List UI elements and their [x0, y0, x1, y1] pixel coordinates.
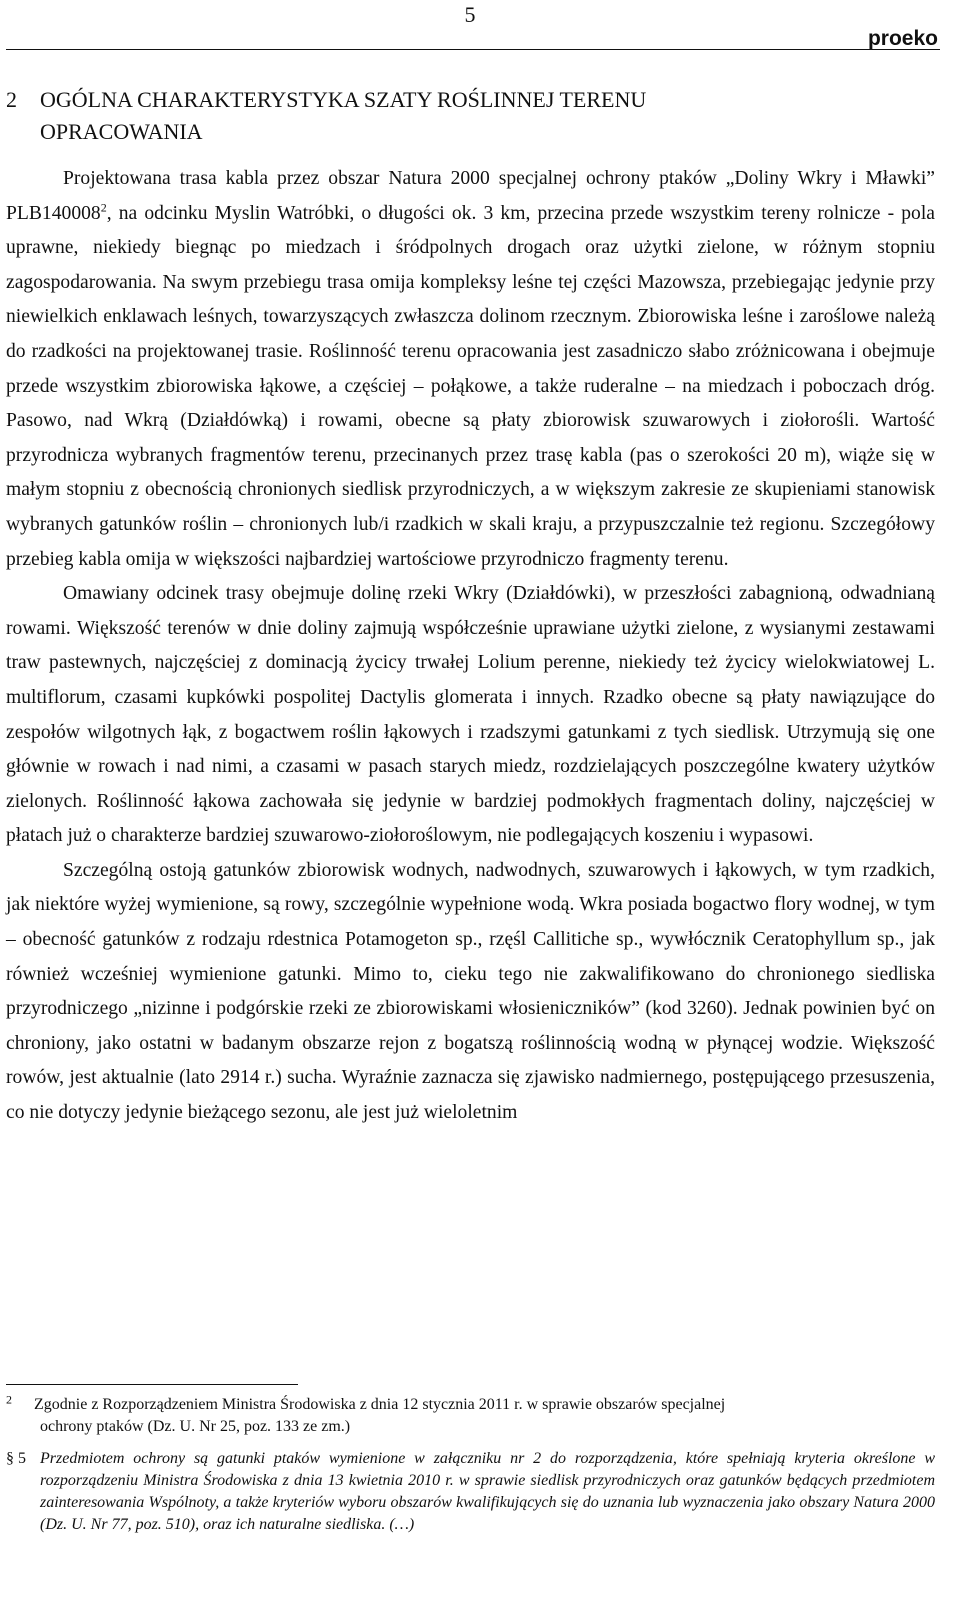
paragraph-1-start: Projektowana trasa kabla przez obszar Natura 2000 specjalnej ochrony ptaków „Doliny Wkry i Mławki” PLB140008 — [6, 168, 935, 224]
paragraph-3: Szczególną ostoją gatunków zbiorowisk wodnych, nadwodnych, szuwarowych i łąkowych, w tym rzadkich, jak niektóre wyżej wymienione, są rowy, szczególnie wypełnione wodą. Wkra posiada bogactwo flory wodnej, w tym – obecność gatunków z rodzaju rdestnica Potamogeton sp., rzęśl Callitiche sp., wywłócznik Ceratophyllum sp., jak również wcześniej wymienione gatunki. Mimo to, cieku tego nie zakwalifikowano do chronionego siedliska przyrodniczego „nizinne i podgórskie rzeki ze zbiorowiskami włosieniczników” (kod 3260). Jednak powinien być on chroniony, jako ostatni w badanym obszarze rejon z bogatszą roślinnością wodną w płynącej wodzie. Większość rowów, jest aktualnie (lato 2914 r.) sucha. Wyraźnie zaznacza się zjawisko nadmiernego, postępującego przesuszenia, co nie dotyczy jedynie bieżącego sezonu, ale jest już wieloletnim — [6, 859, 935, 1124]
section-title-line2: OPRACOWANIA — [40, 119, 203, 144]
footnote-2-mark: § 5 — [6, 1450, 26, 1467]
footnote-ref[interactable]: 2 — [100, 200, 107, 215]
footnote-2-text: Przedmiotem ochrony są gatunki ptaków wymienione w załączniku nr 2 do rozporządzenia, które spełniają kryteria określone w rozporządzeniu Ministra Środowiska z dnia 13 kwietnia 2010 r. w sprawie siedlisk przyrodniczych oraz gatunków będących przedmiotem zainteresowania Wspólnoty, a także kryteriów wyboru obszarów kwalifikujących się do uznania lub wyznaczenia jako obszary Natura 2000 (Dz. U. Nr 77, poz. 510), oraz ich naturalne siedliska. (…) — [40, 1450, 935, 1533]
footnote-1 — [6, 1394, 935, 1438]
page-number: 5 — [464, 2, 476, 27]
section-title-line1: OGÓLNA CHARAKTERYSTYKA SZATY ROŚLINNEJ TERENU — [40, 87, 647, 112]
paragraph-2: Omawiany odcinek trasy obejmuje dolinę rzeki Wkry (Działdówki), w przeszłości zabagnioną, odwadnianą rowami. Większość terenów w dnie doliny zajmują współcześnie uprawiane użytki zielone, z wysianymi zestawami traw pastewnych, najczęściej z dominacją życicy trwałej Lolium perenne, niekiedy też życicy wielokwiatowej L. multiflorum, czasami kupkówki pospolitej Dactylis glomerata i innych. Rzadko obecne są płaty nawiązujące do zespołów wilgotnych łąk, z bogactwem roślin łąkowych i rzadszymi gatunkami z tych siedlisk. Utrzymują się one głównie w rowach i nad nimi, a czasami w pasach starych miedz, rozdzielających poszczególne kwatery użytków zielonych. Roślinność łąkowa zachowała się jedynie w bardziej podmokłych fragmentach doliny, najczęściej w płatach już o charakterze bardziej szuwarowo-ziołoroślowym, nie podlegających koszeniu i wypasowi. — [6, 583, 935, 847]
header-rule — [6, 49, 940, 50]
footnote-1-line2: ochrony ptaków (Dz. U. Nr 25, poz. 133 ze zm.) — [40, 1418, 351, 1435]
footnote-2 — [6, 1448, 935, 1536]
header-brand: proeko — [867, 27, 938, 50]
body-text — [6, 162, 935, 1131]
footnote-1-text — [34, 1394, 929, 1416]
section-number: 2 — [6, 87, 17, 112]
footnote-1-mark: 2 — [6, 1392, 12, 1407]
footnote-1-line1: Zgodnie z Rozporządzeniem Ministra Środowiska z dnia 12 stycznia 2011 r. w sprawie obszarów specjalnej — [34, 1396, 726, 1413]
paragraph-1 — [6, 162, 935, 577]
footnote-rule — [6, 1384, 298, 1385]
paragraph-1-rest: , na odcinku Myslin Watróbki, o długości ok. 3 km, przecina przede wszystkim tereny rolnicze - pola uprawne, niekiedy biegnąc po miedzach i śródpolnych drogach oraz użytki zielone, w różnym stopniu zagospodarowania. Na swym przebiegu trasa omija kompleksy leśne tej części Mazowsza, przebiegając jedynie przy niewielkich enklawach leśnych, towarzyszących zwłaszcza dolinom rzecznym. Zbiorowiska leśne i zaroślowe należą do rzadkości na projektowanej trasie. Roślinność terenu opracowania jest zasadniczo słabo zróżnicowana i obejmuje przede wszystkim zbiorowiska łąkowe, a częściej – połąkowe, a także ruderalne – na miedzach i poboczach dróg. Pasowo, nad Wkrą (Działdówką) i rowami, obecne są płaty zbiorowisk szuwarowych i ziołorośli. Wartość przyrodnicza wybranych fragmentów terenu, przecinanych przez trasę kabla (pas o szerokości 20 m), wiąże się w małym stopniu z obecnością chronionych siedlisk przyrodniczych, a w większym zakresie ze skupieniami stanowisk wybranych gatunków roślin – chronionych lub/i rzadkich w skali kraju, a przypuszczalnie też regionu. Szczegółowy przebieg kabla omija w większości najbardziej wartościowe przyrodniczo fragmenty terenu. — [6, 202, 935, 570]
section-heading — [6, 84, 886, 148]
